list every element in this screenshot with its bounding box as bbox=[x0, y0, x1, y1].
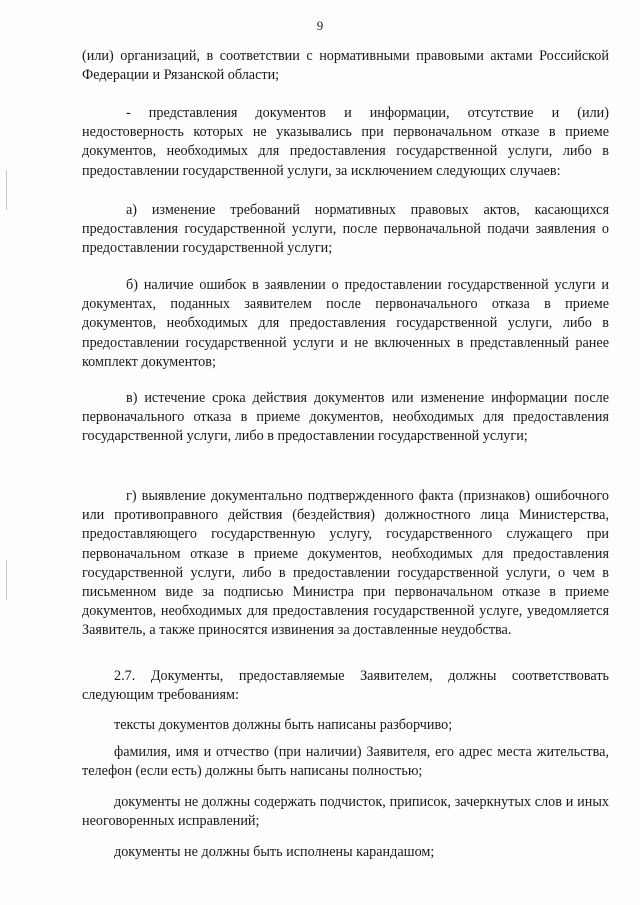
paragraph: (или) организаций, в соответствии с нормативными правовыми актами Российской Федерации и Рязанской области; bbox=[82, 48, 609, 84]
text-block bbox=[82, 843, 609, 862]
text-block bbox=[82, 667, 609, 705]
paragraph-item-b: б) наличие ошибок в заявлении о предоставлении государственной услуги и документах, поданных заявителем после первоначального отказа в приеме документов, необходимых для предоставления государственной услуги, либо в предоставлении государственной услуги и не включенных в представленный ранее комплект документов; bbox=[82, 277, 609, 370]
requirement-item: тексты документов должны быть написаны разборчиво; bbox=[114, 717, 453, 733]
paragraph: - представления документов и информации, отсутствие и (или) недостоверность которых не указывались при первоначальном отказе в приеме документов, необходимых для предоставления государственной услуги, либо в предоставлении государственной услуги, за исключением следующих случаев: bbox=[82, 105, 609, 179]
requirement-item: документы не должны быть исполнены карандашом; bbox=[114, 844, 435, 860]
text-block bbox=[82, 716, 609, 735]
paragraph-section-2-7: 2.7. Документы, предоставляемые Заявителем, должны соответствовать следующим требованиям: bbox=[82, 668, 609, 704]
text-block bbox=[82, 201, 609, 259]
text-block bbox=[82, 793, 609, 831]
text-block bbox=[82, 389, 609, 447]
scan-edge-mark bbox=[6, 560, 7, 600]
text-block bbox=[82, 104, 609, 181]
paragraph-item-g: г) выявление документально подтвержденного факта (признаков) ошибочного или противоправного действия (бездействия) должностного лица Министерства, предоставляющего государственную услугу, государственного служащего при первоначальном отказе в приеме документов, необходимых для предоставления государственной услуги, либо в предоставлении государственной услуги, о чем в письменном виде за подписью Министра при первоначальном отказе в приеме документов, необходимых для предоставления государственной услуге, уведомляется Заявитель, а также приносятся извинения за доставленные неудобства. bbox=[82, 488, 609, 639]
text-block bbox=[82, 276, 609, 372]
paragraph-item-v: в) истечение срока действия документов или изменение информации после первоначального отказа в приеме документов, необходимых для предоставления государственной услуги, либо в предоставлении государственной услуги; bbox=[82, 390, 609, 445]
page-number: 9 bbox=[316, 18, 324, 33]
paragraph-item-a: а) изменение требований нормативных правовых актов, касающихся предоставления государственной услуги, после первоначальной подачи заявления о предоставлении государственной услуги; bbox=[82, 202, 609, 257]
text-block bbox=[82, 487, 609, 641]
requirement-item: документы не должны содержать подчисток, приписок, зачеркнутых слов и иных неоговоренных исправлений; bbox=[82, 794, 609, 830]
requirement-item: фамилия, имя и отчество (при наличии) Заявителя, его адрес места жительства, телефон (если есть) должны быть написаны полностью; bbox=[82, 744, 609, 780]
text-block bbox=[82, 47, 609, 85]
text-block bbox=[82, 743, 609, 781]
scan-edge-mark bbox=[6, 170, 7, 210]
